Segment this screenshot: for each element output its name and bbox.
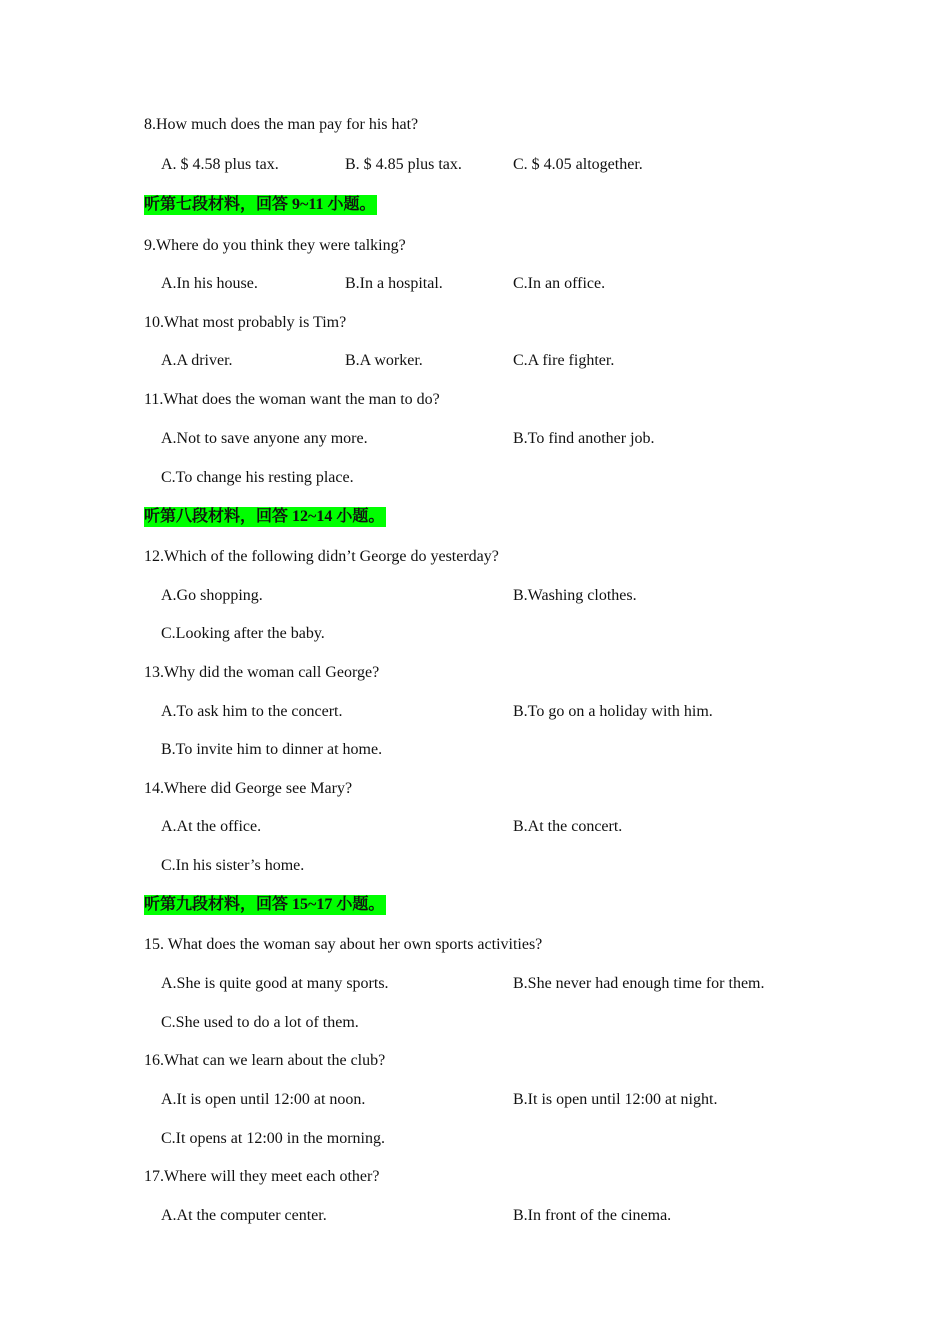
q14-option-a: A.At the office. (161, 818, 262, 835)
section-8-heading: 听第八段材料，回答 12~14 小题。 (144, 508, 385, 525)
question-12: 12.Which of the following didn’t George do yesterday? (144, 548, 499, 565)
q12-option-c: C.Looking after the baby. (161, 625, 325, 642)
q14-option-b: B.At the concert. (513, 818, 623, 835)
question-9: 9.Where do you think they were talking? (144, 237, 406, 254)
q11-option-a: A.Not to save anyone any more. (161, 430, 368, 447)
q10-option-c: C.A fire fighter. (513, 352, 615, 369)
q13-option-c: B.To invite him to dinner at home. (161, 741, 383, 758)
q9-option-a: A.In his house. (161, 275, 258, 292)
section-7-heading: 听第七段材料，回答 9~11 小题。 (144, 196, 376, 213)
q10-option-b: B.A worker. (345, 352, 423, 369)
question-15: 15. What does the woman say about her own sports activities? (144, 936, 543, 953)
q8-option-a: A. $ 4.58 plus tax. (161, 156, 279, 173)
q12-option-b: B.Washing clothes. (513, 587, 637, 604)
question-16: 16.What can we learn about the club? (144, 1052, 386, 1069)
q11-option-b: B.To find another job. (513, 430, 655, 447)
question-13: 13.Why did the woman call George? (144, 664, 380, 681)
q16-option-b: B.It is open until 12:00 at night. (513, 1091, 718, 1108)
q17-option-a: A.At the computer center. (161, 1207, 327, 1224)
question-11: 11.What does the woman want the man to do? (144, 391, 440, 408)
q8-option-c: C. $ 4.05 altogether. (513, 156, 643, 173)
q15-option-a: A.She is quite good at many sports. (161, 975, 389, 992)
q12-option-a: A.Go shopping. (161, 587, 263, 604)
q8-option-b: B. $ 4.85 plus tax. (345, 156, 462, 173)
q16-option-c: C.It opens at 12:00 in the morning. (161, 1130, 385, 1147)
q16-option-a: A.It is open until 12:00 at noon. (161, 1091, 366, 1108)
q13-option-a: A.To ask him to the concert. (161, 703, 343, 720)
q9-option-c: C.In an office. (513, 275, 606, 292)
q17-option-b: B.In front of the cinema. (513, 1207, 672, 1224)
q15-option-b: B.She never had enough time for them. (513, 975, 765, 992)
q11-option-c: C.To change his resting place. (161, 469, 354, 486)
question-14: 14.Where did George see Mary? (144, 780, 353, 797)
q9-option-b: B.In a hospital. (345, 275, 443, 292)
q10-option-a: A.A driver. (161, 352, 233, 369)
question-8: 8.How much does the man pay for his hat? (144, 116, 419, 133)
q13-option-b: B.To go on a holiday with him. (513, 703, 713, 720)
question-10: 10.What most probably is Tim? (144, 314, 347, 331)
q14-option-c: C.In his sister’s home. (161, 857, 305, 874)
question-17: 17.Where will they meet each other? (144, 1168, 380, 1185)
q15-option-c: C.She used to do a lot of them. (161, 1014, 359, 1031)
section-9-heading: 听第九段材料，回答 15~17 小题。 (144, 896, 385, 913)
